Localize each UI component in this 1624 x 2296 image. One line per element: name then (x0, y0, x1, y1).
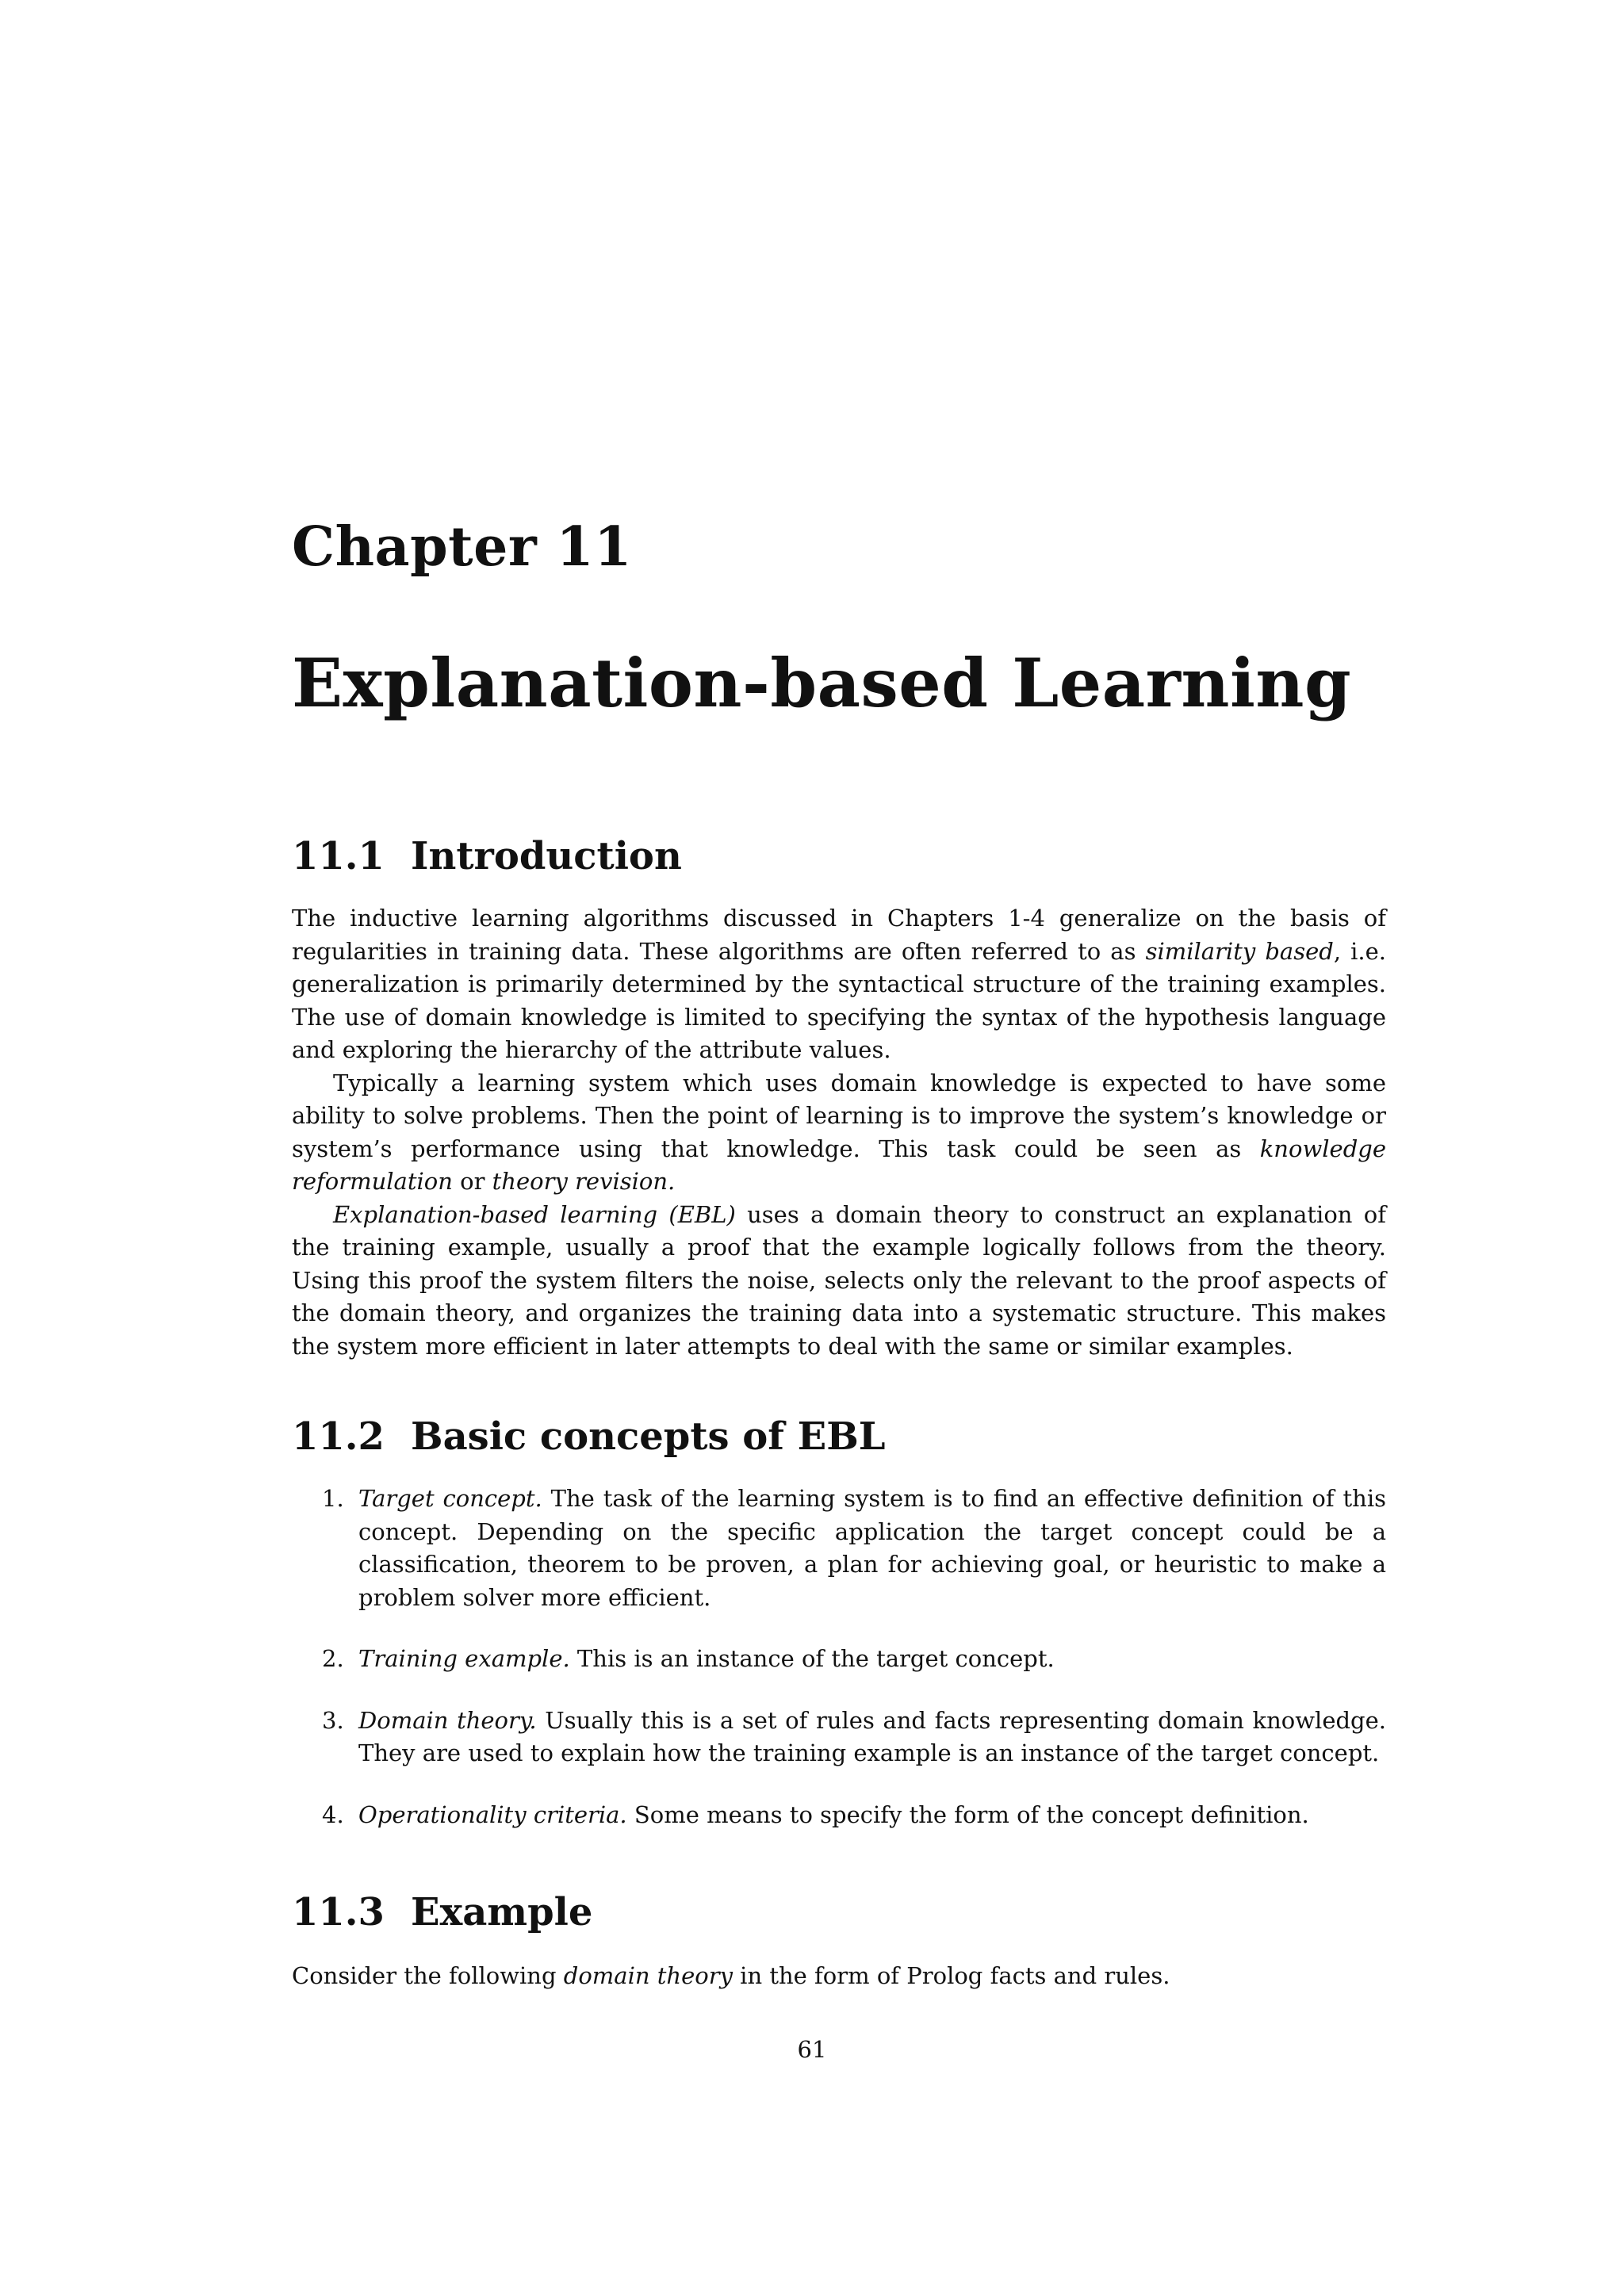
section-heading-basic-concepts (292, 1414, 886, 1459)
text-run: , i.e. generalization is primarily determined by the syntactical structure of the training examples. The use of domain knowledge is limited to specifying the syntax of the hypothesis language and exploring the hierarchy of the attribute values. (292, 937, 1387, 1063)
page-number: 61 (797, 2036, 827, 2063)
section-number: 11.1 (292, 834, 385, 878)
section-title: Introduction (411, 834, 682, 878)
paragraph (292, 1960, 1386, 1993)
paragraph (292, 1067, 1386, 1199)
list-term: Domain theory. (358, 1706, 537, 1734)
section-title: Basic concepts of EBL (411, 1414, 886, 1459)
basic-concepts-list (292, 1483, 1386, 1860)
emphasis: knowledge reformulation (292, 1135, 1386, 1195)
text-run: Consider the following (292, 1962, 564, 1989)
introduction-body (292, 902, 1386, 1363)
list-marker: 2. (322, 1645, 344, 1672)
section-heading-example (292, 1890, 592, 1934)
text-run: The inductive learning algorithms discussed in Chapters 1-4 generalize on the basis of regularities in training data. These algorithms are often referred to as (292, 905, 1386, 965)
list-marker: 3. (322, 1706, 344, 1734)
paragraph (292, 1199, 1386, 1364)
text-run: uses a domain theory to construct an explanation of the training example, usually a proof that the example logically follows from the theory. Using this proof the system filters the noise, selects only the relevant to the proof aspects of the domain theory, and organizes the training data into a systematic structure. This makes the system more efficient in later attempts to deal with the same or similar examples. (292, 1200, 1387, 1360)
chapter-title: Explanation-based Learning (292, 644, 1352, 722)
list-text: This is an instance of the target concept. (569, 1645, 1055, 1672)
section-number: 11.3 (292, 1890, 385, 1934)
emphasis: domain theory (563, 1962, 733, 1989)
example-body (292, 1960, 1386, 1993)
chapter-label: Chapter 11 (292, 515, 632, 579)
emphasis: theory revision. (492, 1168, 676, 1195)
list-text: Some means to specify the form of the concept definition. (626, 1800, 1309, 1828)
list-item (292, 1705, 1386, 1770)
list-item (292, 1799, 1386, 1832)
emphasis: similarity based (1145, 937, 1334, 965)
list-term: Operationality criteria. (358, 1800, 627, 1828)
text-run: or (452, 1168, 492, 1195)
emphasis: Explanation-based learning (EBL) (333, 1200, 736, 1228)
list-marker: 1. (322, 1485, 344, 1512)
section-title: Example (411, 1890, 593, 1934)
list-term: Target concept. (358, 1485, 542, 1512)
paragraph (292, 902, 1386, 1067)
list-marker: 4. (322, 1800, 344, 1828)
list-item (292, 1483, 1386, 1614)
list-text: The task of the learning system is to find an effective definition of this concept. Depending on the specific application the target concept could be a classification, theorem to be proven, a plan for achieving goal, or heuristic to make a problem solver more efficient. (358, 1485, 1386, 1611)
list-text: Usually this is a set of rules and facts representing domain knowledge. They are used to explain how the training example is an instance of the target concept. (358, 1706, 1386, 1766)
section-heading-introduction (292, 834, 682, 878)
list-term: Training example. (358, 1645, 570, 1672)
text-run: Typically a learning system which uses domain knowledge is expected to have some ability to solve problems. Then the point of learning is to improve the system’s knowledge or system’s performance using that knowledge. This task could be seen as (292, 1069, 1386, 1162)
text-run: in the form of Prolog facts and rules. (732, 1962, 1170, 1989)
list-item (292, 1643, 1386, 1676)
section-number: 11.2 (292, 1414, 385, 1459)
